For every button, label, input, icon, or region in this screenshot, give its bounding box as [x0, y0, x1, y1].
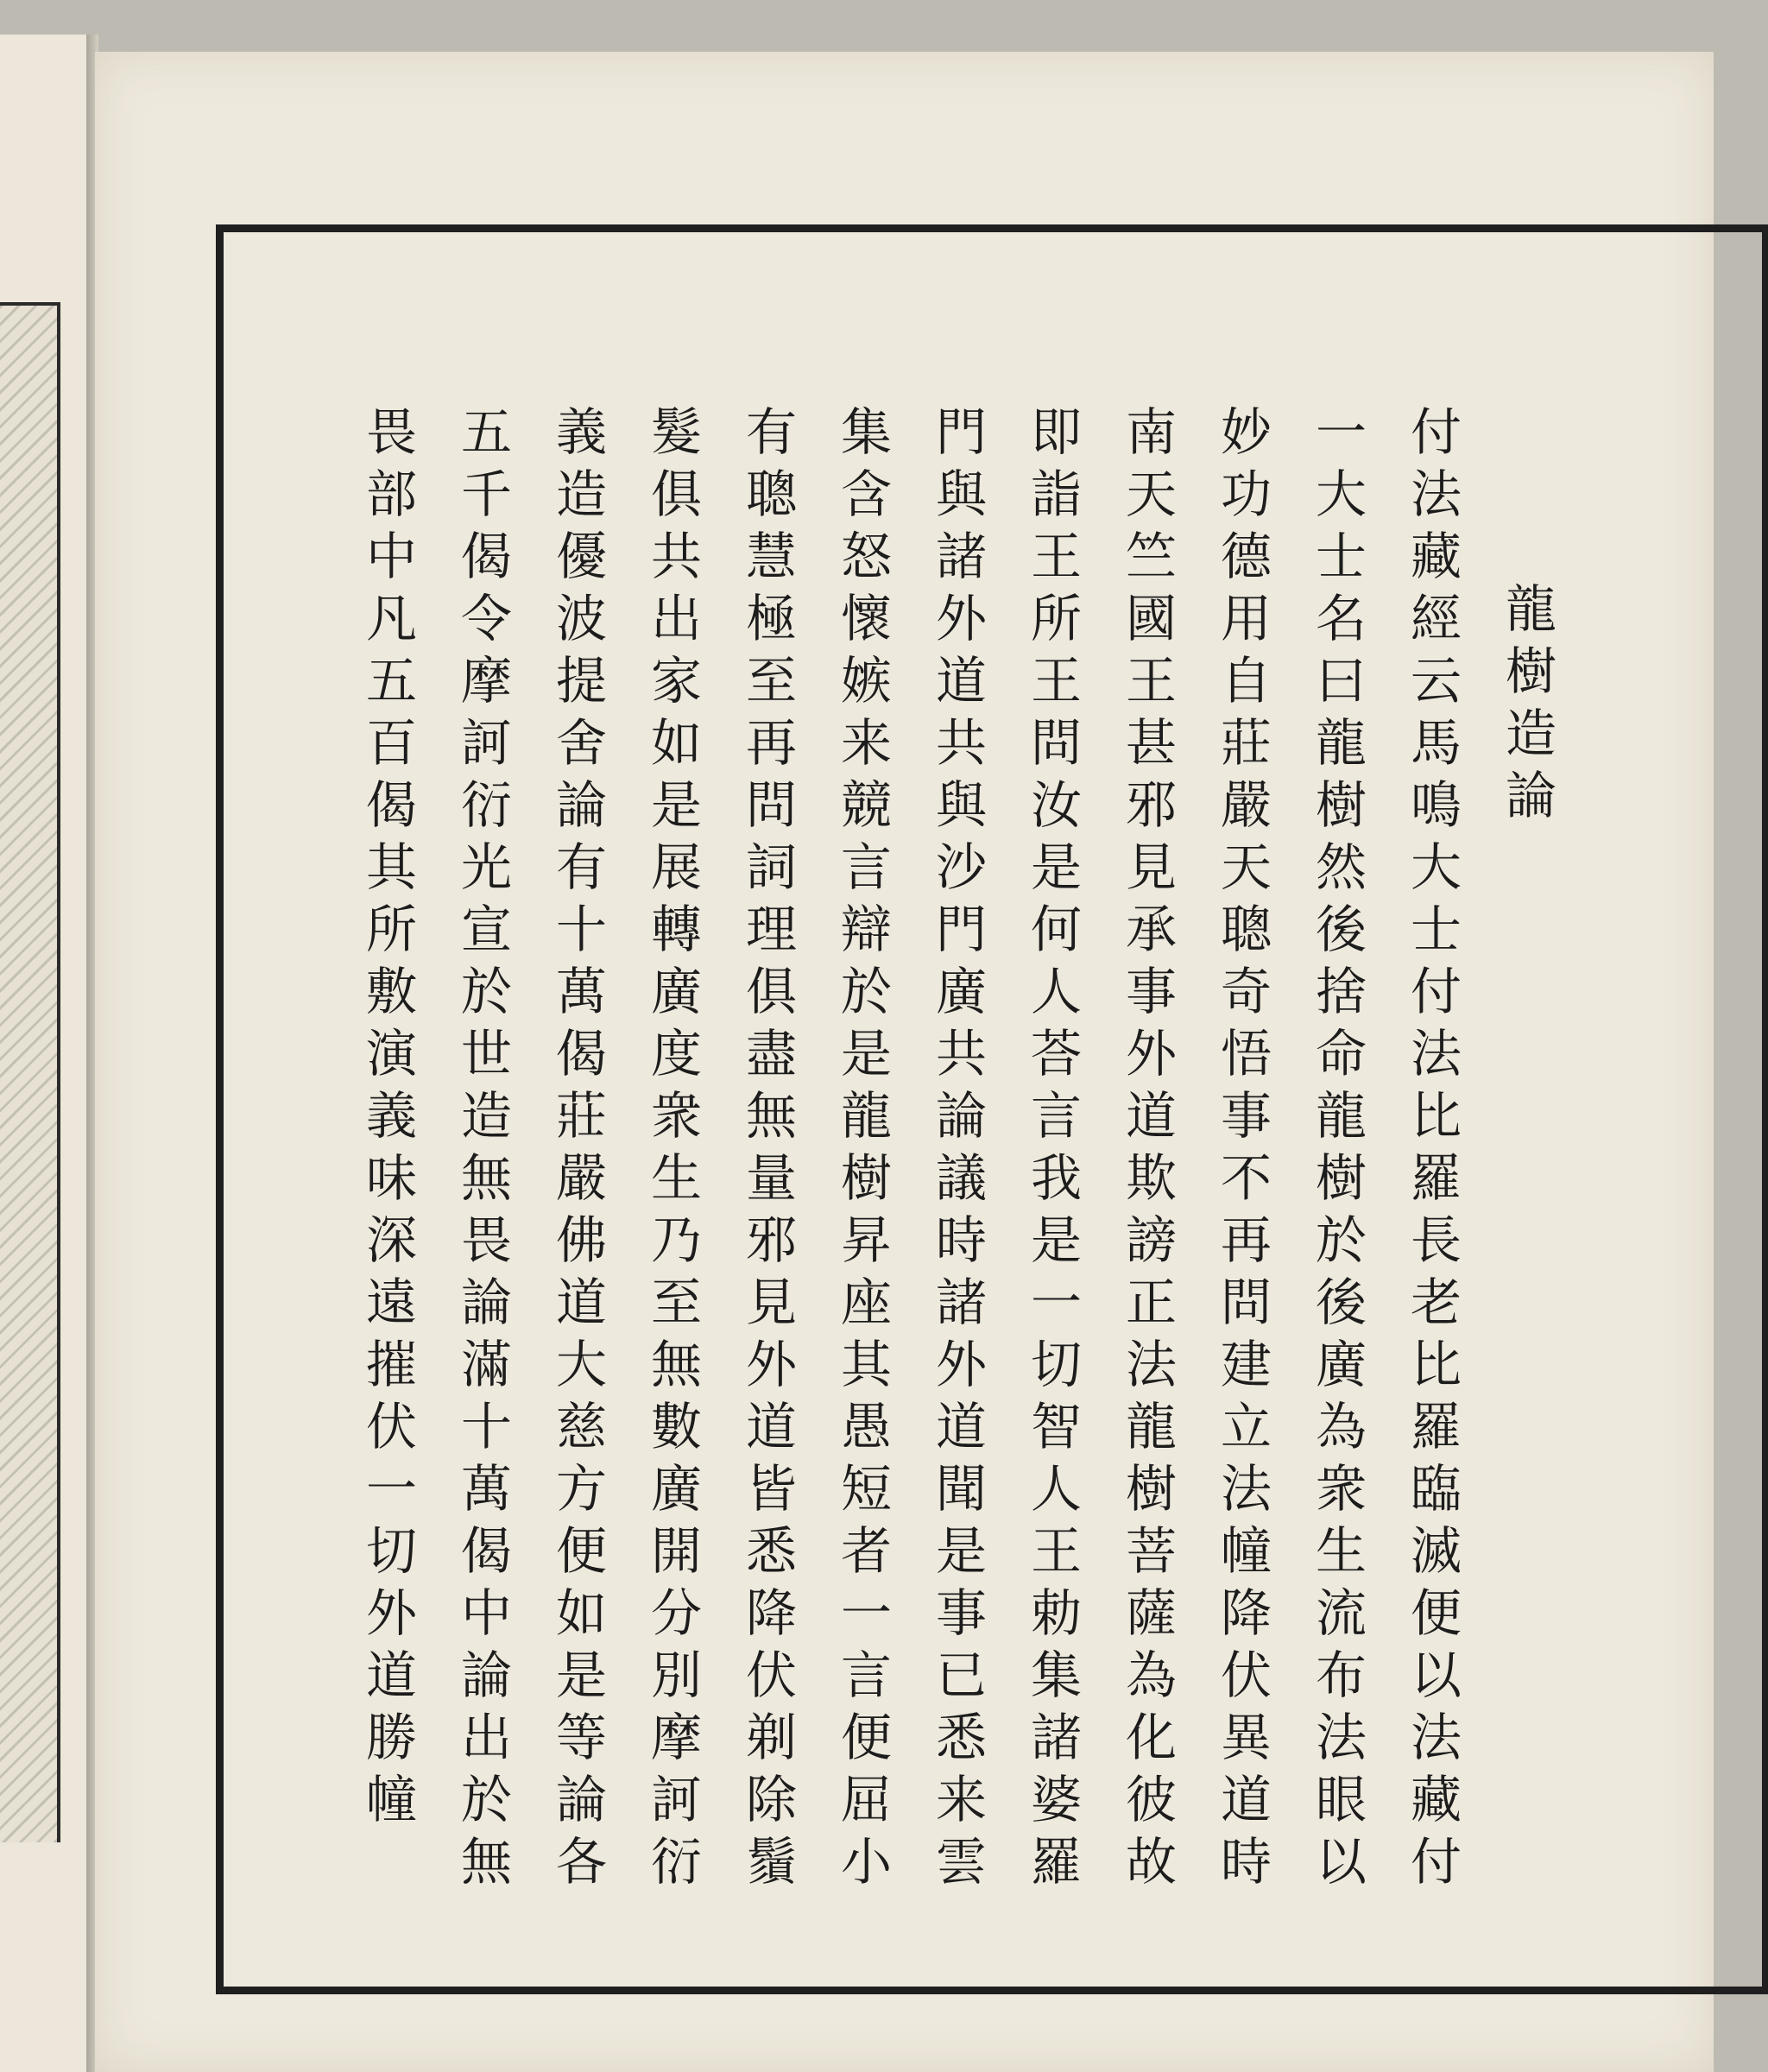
vertical-text-block — [224, 232, 1762, 1987]
text-column-5: 即詣王所王問汝是何人荅言我是一切智人王勅集諸婆羅 — [1022, 405, 1082, 1897]
text-column-7: 集含怒懷嫉来競言辯於是龍樹昇座其愚短者一言便屈小 — [832, 405, 892, 1897]
section-title: 龍樹造論 — [1497, 582, 1556, 831]
text-column-12: 畏部中凡五百偈其所敷演義味深遠摧伏一切外道勝幢 — [357, 405, 417, 1835]
text-column-4: 南天竺國王甚邪見承事外道欺謗正法龍樹菩薩為化彼故 — [1117, 405, 1177, 1897]
left-page-woodblock-illustration — [0, 302, 60, 1842]
text-column-9: 髮俱共出家如是展轉廣度衆生乃至無數廣開分別摩訶衍 — [642, 405, 702, 1897]
text-column-10: 義造優波提舍論有十萬偈莊嚴佛道大慈方便如是等論各 — [547, 405, 607, 1897]
text-column-6: 門與諸外道共與沙門廣共論議時諸外道聞是事已悉来雲 — [927, 405, 987, 1897]
right-page — [95, 52, 1714, 2072]
text-column-8: 有聰慧極至再問詞理俱盡無量邪見外道皆悉降伏剃除鬚 — [737, 405, 797, 1897]
text-border-frame — [216, 224, 1768, 1994]
left-page-edge — [0, 35, 95, 2072]
text-column-3: 妙功德用自莊嚴天聰奇悟事不再問建立法幢降伏異道時 — [1212, 405, 1272, 1897]
text-column-1: 付法藏經云馬鳴大士付法比羅長老比羅臨滅便以法藏付 — [1402, 405, 1462, 1897]
text-column-11: 五千偈令摩訶衍光宣於世造無畏論滿十萬偈中論出於無 — [452, 405, 512, 1897]
text-column-2: 一大士名曰龍樹然後捨命龍樹於後廣為衆生流布法眼以 — [1307, 405, 1367, 1897]
